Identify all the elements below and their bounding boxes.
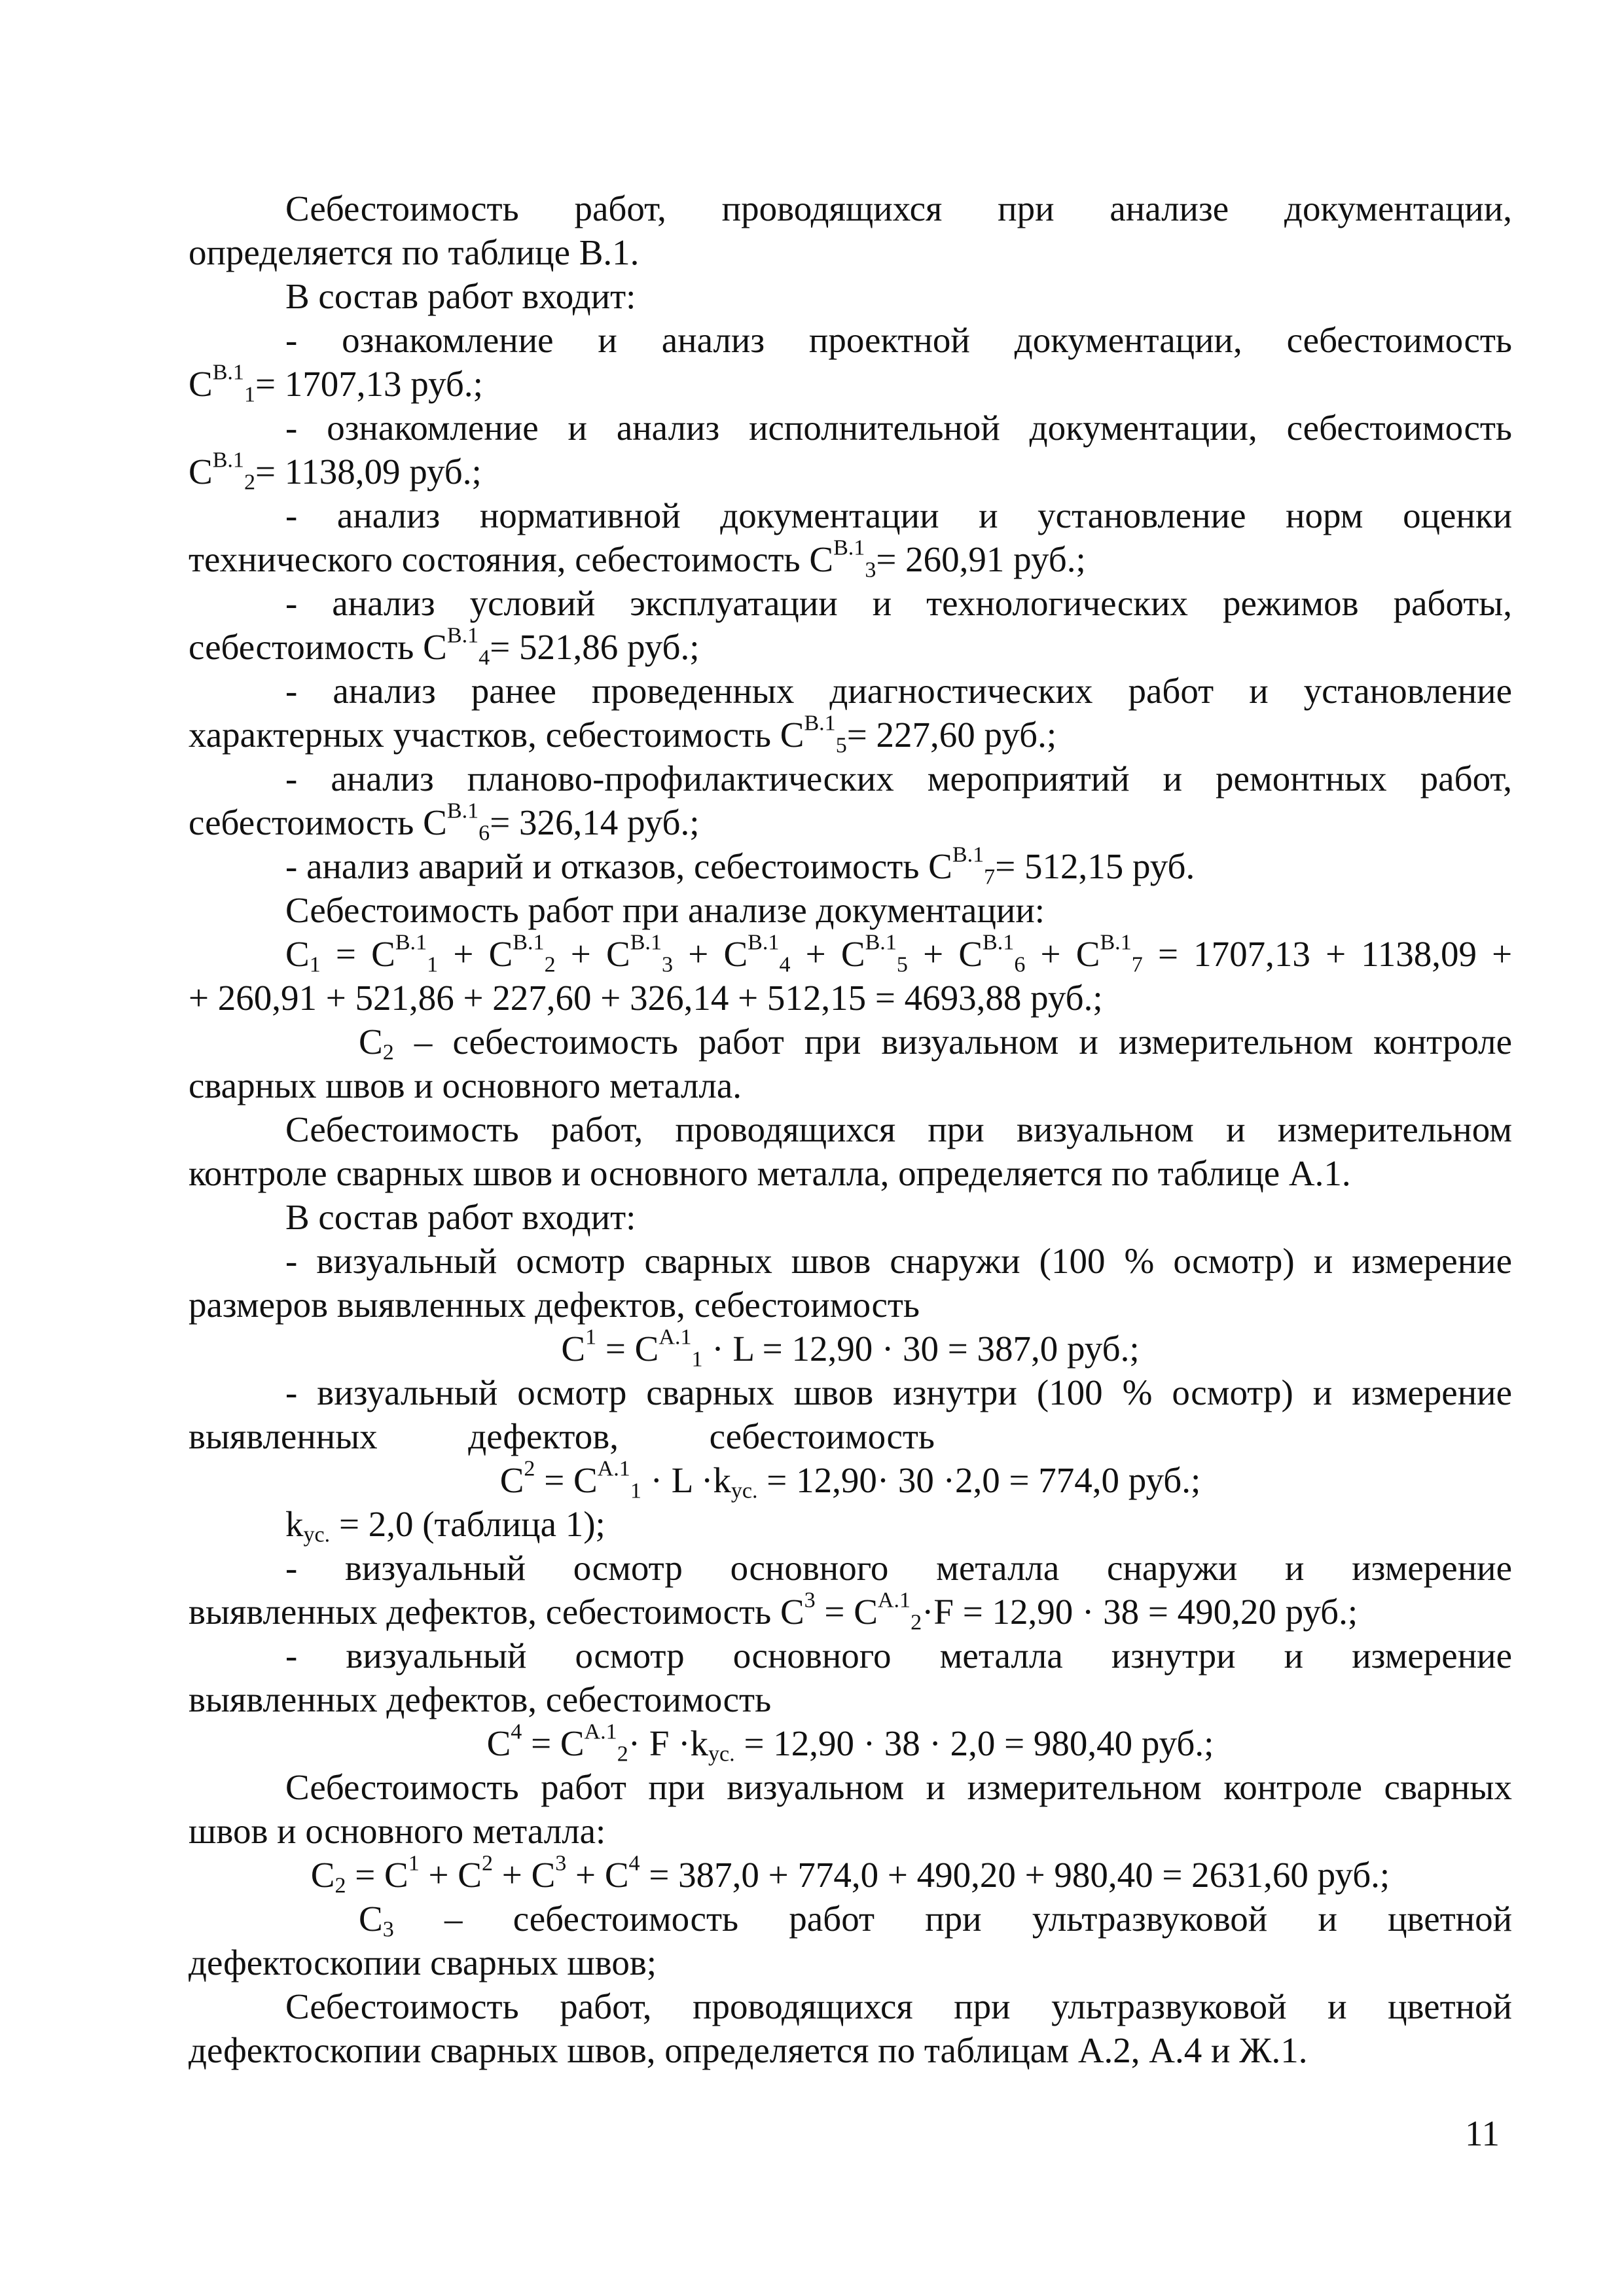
visual-item-3-cost: выявленных дефектов, себестоимость $C^3 = C^{А.1}_2\cdot F = 12,90 \cdot 38 = 490,20$ руб.; xyxy=(189,1588,1358,1635)
paragraph-ultrasonic-cont: дефектоскопии сварных швов, определяется по таблицам А.2, А.4 и Ж.1. xyxy=(189,2030,1308,2070)
formula-c1: $C_1 = C^{В.1}_1 + C^{В.1}_2 + C^{В.1}_3 + C^{В.1}_4 + C^{В.1}_5 + C^{В.1}_6 + C^{В.1}_7 = 1707,13 + 1138,09$ + xyxy=(285,930,1513,977)
list-item-2: - ознакомление и анализ исполнительной документации, себестоимость xyxy=(285,408,1512,448)
list-item-7: - анализ аварий и отказов, себестоимость $C^{В.1}_7= 512,15$ руб. xyxy=(285,842,1195,889)
visual-item-4-cont: выявленных дефектов, себестоимость xyxy=(189,1679,772,1719)
formula-c1-continued: + 260,91 + 521,86 + 227,60 + 326,14 + 512,15 = 4693,88 руб.; xyxy=(189,978,1103,1018)
subtotal-heading-2: Себестоимость работ при визуальном и измерительном контроле сварных xyxy=(285,1767,1512,1807)
paragraph-doc-analysis-intro: Себестоимость работ, проводящихся при анализе документации, xyxy=(285,188,1512,228)
list-item-1-cost: $C^{В.1}_1= 1707,13$ руб.; xyxy=(189,360,483,407)
visual-item-3: - визуальный осмотр основного металла снаружи и измерение xyxy=(285,1548,1512,1588)
paragraph-visual-intro-cont: контроле сварных швов и основного металла, определяется по таблице А.1. xyxy=(189,1153,1351,1193)
subtotal-heading-1: Себестоимость работ при анализе документации: xyxy=(285,890,1045,930)
list-item-4-cost: себестоимость $C^{В.1}_4= 521,86$ руб.; xyxy=(189,623,700,670)
paragraph-visual-intro: Себестоимость работ, проводящихся при визуальном и измерительном xyxy=(285,1109,1512,1149)
page-number: 11 xyxy=(1465,2113,1500,2153)
c2-definition: $C_2$ – себестоимость работ при визуальном и измерительном контроле xyxy=(359,1022,1512,1065)
formula-c-super-2: $C^2 = C^{А.1}_1 \cdot L \cdot k_{ус.} = 12,90\cdot 30 \cdot 2,0 = 774,0$ руб.; xyxy=(499,1456,1201,1503)
formula-c-super-4: $C^4 = C^{А.1}_2\cdot F \cdot k_{ус.} = 12,90 \cdot 38 \cdot 2,0 = 980,40$ руб.; xyxy=(486,1719,1214,1767)
c3-definition-cont: дефектоскопии сварных швов; xyxy=(189,1943,657,1982)
subtotal-heading-2-cont: швов и основного металла: xyxy=(189,1811,606,1851)
paragraph-ultrasonic: Себестоимость работ, проводящихся при ультразвуковой и цветной xyxy=(285,1986,1512,2026)
paragraph-composition-2: В состав работ входит: xyxy=(285,1197,636,1237)
visual-item-2: - визуальный осмотр сварных швов изнутри (100 % осмотр) и измерение xyxy=(285,1372,1512,1412)
formula-c-super-1: $C^1 = C^{А.1}_1 \cdot L = 12,90 \cdot 30 = 387,0$ руб.; xyxy=(561,1325,1140,1372)
document-page xyxy=(189,187,1512,2072)
visual-item-2-cont: выявленных дефектов, себестоимость xyxy=(189,1416,935,1456)
paragraph-line: определяется по таблице В.1. xyxy=(189,232,640,272)
formula-c2: $C_2 = C^1 + C^2 + C^3 + C^4 = 387,0 + 774,0 + 490,20 + 980,40 = 2631,60$ руб.; xyxy=(310,1851,1390,1898)
list-item-5-cost: характерных участков, себестоимость $C^{В.1}_5= 227,60$ руб.; xyxy=(189,711,1057,758)
list-item-6: - анализ планово-профилактических мероприятий и ремонтных работ, xyxy=(285,759,1512,798)
paragraph-composition: В состав работ входит: xyxy=(285,276,636,316)
list-item-3: - анализ нормативной документации и установление норм оценки xyxy=(285,495,1512,535)
visual-item-4: - визуальный осмотр основного металла изнутри и измерение xyxy=(285,1636,1512,1676)
list-item-4: - анализ условий эксплуатации и технологических режимов работы, xyxy=(285,583,1512,623)
list-item-6-cost: себестоимость $C^{В.1}_6= 326,14$ руб.; xyxy=(189,798,700,846)
k-coefficient-line: $k_{ус.} = 2,0$ (таблица 1); xyxy=(285,1504,605,1547)
list-item-1: - ознакомление и анализ проектной документации, себестоимость xyxy=(285,320,1512,360)
list-item-5: - анализ ранее проведенных диагностических работ и установление xyxy=(285,671,1512,711)
list-item-3-cost: технического состояния, себестоимость $C^{В.1}_3= 260,91$ руб.; xyxy=(189,535,1086,583)
visual-item-1-cont: размеров выявленных дефектов, себестоимость xyxy=(189,1285,920,1325)
c3-definition: $C_3$ – себестоимость работ при ультразвуковой и цветной xyxy=(359,1899,1513,1942)
c2-definition-cont: сварных швов и основного металла. xyxy=(189,1066,742,1105)
visual-item-1: - визуальный осмотр сварных швов снаружи (100 % осмотр) и измерение xyxy=(285,1241,1512,1281)
list-item-2-cost: $C^{В.1}_2= 1138,09$ руб.; xyxy=(189,448,482,495)
